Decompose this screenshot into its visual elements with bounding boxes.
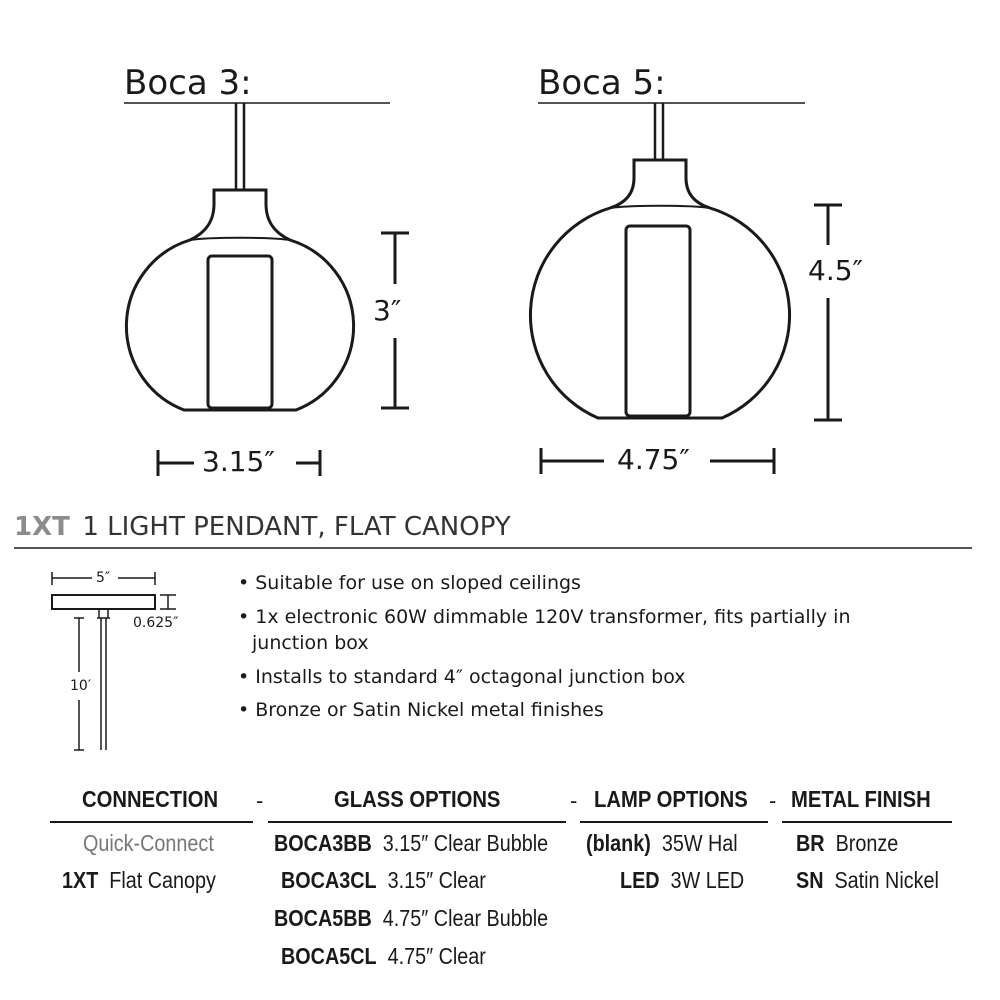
table-row: BOCA3BB 3.15″ Clear Bubble [274,830,549,856]
boca3-title: Boca 3: [124,63,252,103]
table-row: 1XT Flat Canopy [62,867,216,893]
table-row: BOCA3CL 3.15″ Clear [281,867,486,893]
boca3-width-label: 3.15″ [202,445,275,478]
section-heading [14,512,511,542]
list-item: • Suitable for use on sloped ceilings [238,572,581,594]
boca3-pendant-glass [126,190,353,410]
canopy-drawing [52,572,179,750]
metal-finish-header: METAL FINISH [791,786,931,812]
canopy-thickness-label: 0.625″ [133,615,179,631]
boca5-pendant-glass [530,160,789,418]
table-row: BOCA5BB 4.75″ Clear Bubble [274,905,549,931]
connection-subheader: Quick-Connect [83,830,214,856]
boca3-height-label: 3″ [373,294,402,327]
feature-list [238,570,898,731]
boca3-lamp [208,256,272,408]
table-row: SN Satin Nickel [796,867,939,893]
separator: - [570,788,578,813]
section-description: 1 LIGHT PENDANT, FLAT CANOPY [82,512,511,542]
section-code: 1XT [14,512,70,542]
separator: - [256,788,264,813]
boca5-height-label: 4.5″ [808,254,863,287]
connection-header: CONNECTION [82,786,219,812]
table-row: BR Bronze [796,830,899,856]
cable-length-label: 10′ [70,678,91,694]
boca5-width-label: 4.75″ [617,443,690,476]
canopy-width-label: 5″ [96,570,111,586]
boca5-lamp [626,226,690,416]
glass-options-header: GLASS OPTIONS [334,786,501,812]
lamp-options-header: LAMP OPTIONS [594,786,748,812]
separator: - [769,788,777,813]
list-item: • Bronze or Satin Nickel metal finishes [238,699,604,722]
list-item: • Installs to standard 4″ octagonal junction box [238,665,686,688]
list-item: • 1x electronic 60W dimmable 120V transformer, fits partially in junction box [238,605,851,655]
table-row: LED 3W LED [620,867,745,893]
table-row: BOCA5CL 4.75″ Clear [281,943,486,969]
table-row: (blank) 35W Hal [586,830,738,856]
boca5-title: Boca 5: [538,63,666,103]
